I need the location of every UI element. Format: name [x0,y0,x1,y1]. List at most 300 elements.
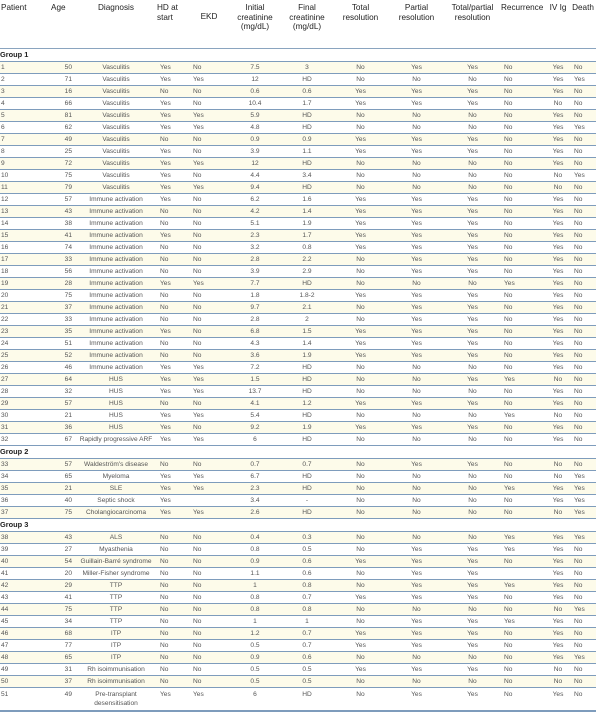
table-row [0,278,596,290]
cell-patient: 34 [0,471,50,483]
cell-diagnosis: Vasculitis [76,182,156,194]
cell-age: 43 [50,206,76,218]
cell-iv-ig: Yes [546,652,570,664]
cell-diagnosis: Immune activation [76,362,156,374]
cell-total-partial-resolution: Yes [445,326,500,338]
cell-initial-creatinine: 4.2 [229,206,281,218]
cell-hd-at-start: No [156,616,189,628]
cell-hd-at-start: No [156,556,189,568]
cell-hd-at-start: Yes [156,62,189,74]
cell-partial-resolution: Yes [388,544,445,556]
cell-total-partial-resolution: No [445,434,500,446]
cell-age: 54 [50,556,76,568]
cell-death: No [570,374,596,386]
cell-total-partial-resolution: No [445,122,500,134]
table-row [0,483,596,495]
cell-age: 66 [50,98,76,110]
cell-partial-resolution: Yes [388,230,445,242]
cell-age: 31 [50,664,76,676]
cell-total-resolution: No [333,544,388,556]
cell-ekd: No [189,628,229,640]
cell-patient: 12 [0,194,50,206]
cell-final-creatinine: 0.8 [281,242,333,254]
cell-initial-creatinine: 0.8 [229,544,281,556]
cell-age: 37 [50,676,76,688]
cell-total-resolution: No [333,495,388,507]
cell-patient: 40 [0,556,50,568]
cell-ekd: No [189,664,229,676]
cell-diagnosis: Vasculitis [76,98,156,110]
cell-hd-at-start: Yes [156,146,189,158]
cell-iv-ig: No [546,507,570,519]
cell-partial-resolution: Yes [388,580,445,592]
cell-iv-ig: Yes [546,556,570,568]
cell-iv-ig: Yes [546,568,570,580]
cell-iv-ig: Yes [546,230,570,242]
cell-iv-ig: Yes [546,544,570,556]
cell-diagnosis: Vasculitis [76,158,156,170]
cell-final-creatinine: 1.1 [281,146,333,158]
cell-death: No [570,110,596,122]
cell-diagnosis: Waldeström's disease [76,459,156,471]
cell-diagnosis: Vasculitis [76,134,156,146]
cell-age: 62 [50,122,76,134]
cell-death: No [570,146,596,158]
header-partial-resolution: Partial resolution [388,0,445,49]
cell-partial-resolution: No [388,74,445,86]
cell-age: 49 [50,688,76,712]
table-row [0,338,596,350]
cell-recurrence: No [500,604,546,616]
cell-total-partial-resolution: Yes [445,459,500,471]
cell-iv-ig: Yes [546,422,570,434]
cell-hd-at-start: Yes [156,507,189,519]
cell-hd-at-start: No [156,628,189,640]
cell-death: No [570,580,596,592]
cell-age: 21 [50,410,76,422]
cell-initial-creatinine: 2.3 [229,483,281,495]
cell-final-creatinine: HD [281,182,333,194]
cell-total-resolution: Yes [333,230,388,242]
cell-diagnosis: Immune activation [76,326,156,338]
table-row [0,604,596,616]
cell-patient: 27 [0,374,50,386]
cell-age: 81 [50,110,76,122]
cell-age: 40 [50,495,76,507]
cell-total-resolution: No [333,507,388,519]
table-row [0,616,596,628]
cell-total-partial-resolution: No [445,278,500,290]
cell-age: 57 [50,459,76,471]
header-total-resolution: Total resolution [333,0,388,49]
cell-recurrence: No [500,628,546,640]
cell-recurrence: Yes [500,616,546,628]
cell-hd-at-start: Yes [156,483,189,495]
table-row [0,688,596,712]
cell-patient: 31 [0,422,50,434]
cell-total-resolution: Yes [333,194,388,206]
cell-diagnosis: ITP [76,652,156,664]
header-ekd: EKD [189,0,229,49]
table-row [0,290,596,302]
cell-diagnosis: TTP [76,616,156,628]
cell-total-partial-resolution: Yes [445,242,500,254]
cell-age: 56 [50,266,76,278]
cell-hd-at-start: Yes [156,362,189,374]
cell-final-creatinine: HD [281,434,333,446]
table-row [0,652,596,664]
cell-initial-creatinine: 3.9 [229,146,281,158]
cell-diagnosis: Vasculitis [76,170,156,182]
table-row [0,158,596,170]
cell-patient: 37 [0,507,50,519]
cell-initial-creatinine: 6.8 [229,326,281,338]
cell-age: 38 [50,218,76,230]
cell-iv-ig: Yes [546,242,570,254]
cell-final-creatinine: 0.5 [281,676,333,688]
cell-iv-ig: Yes [546,146,570,158]
cell-ekd: No [189,314,229,326]
cell-hd-at-start: No [156,86,189,98]
cell-partial-resolution: Yes [388,146,445,158]
table-row [0,459,596,471]
table-row [0,62,596,74]
cell-age: 20 [50,568,76,580]
cell-partial-resolution: Yes [388,314,445,326]
cell-recurrence: No [500,290,546,302]
cell-recurrence: No [500,182,546,194]
cell-patient: 2 [0,74,50,86]
cell-partial-resolution: No [388,122,445,134]
cell-death: No [570,194,596,206]
cell-final-creatinine: 2.9 [281,266,333,278]
cell-final-creatinine: 0.5 [281,664,333,676]
cell-final-creatinine: - [281,495,333,507]
cell-total-partial-resolution: Yes [445,374,500,386]
cell-recurrence: No [500,218,546,230]
cell-patient: 47 [0,640,50,652]
cell-initial-creatinine: 6 [229,434,281,446]
cell-iv-ig: Yes [546,62,570,74]
cell-ekd: No [189,290,229,302]
cell-hd-at-start: No [156,398,189,410]
cell-hd-at-start: Yes [156,170,189,182]
cell-hd-at-start: No [156,604,189,616]
cell-hd-at-start: Yes [156,278,189,290]
cell-hd-at-start: No [156,314,189,326]
cell-hd-at-start: No [156,640,189,652]
cell-iv-ig: Yes [546,580,570,592]
cell-age: 72 [50,158,76,170]
cell-patient: 22 [0,314,50,326]
cell-hd-at-start: Yes [156,434,189,446]
cell-ekd: Yes [189,386,229,398]
table-row [0,74,596,86]
cell-final-creatinine: 0.7 [281,640,333,652]
cell-partial-resolution: No [388,386,445,398]
cell-recurrence: Yes [500,544,546,556]
cell-initial-creatinine: 0.4 [229,532,281,544]
cell-hd-at-start: Yes [156,422,189,434]
cell-partial-resolution: Yes [388,290,445,302]
cell-total-resolution: Yes [333,134,388,146]
cell-total-partial-resolution: Yes [445,350,500,362]
table-row [0,326,596,338]
cell-iv-ig: No [546,459,570,471]
cell-diagnosis: Cholangiocarcinoma [76,507,156,519]
cell-hd-at-start: No [156,350,189,362]
cell-partial-resolution: Yes [388,568,445,580]
cell-ekd: No [189,218,229,230]
header-final-creatinine: Final creatinine (mg/dL) [281,0,333,49]
cell-partial-resolution: No [388,495,445,507]
cell-patient: 45 [0,616,50,628]
table-row [0,134,596,146]
cell-partial-resolution: Yes [388,556,445,568]
cell-recurrence: Yes [500,278,546,290]
cell-total-partial-resolution: Yes [445,628,500,640]
cell-death: No [570,278,596,290]
cell-age: 79 [50,182,76,194]
cell-total-partial-resolution: Yes [445,592,500,604]
cell-total-resolution: Yes [333,146,388,158]
cell-ekd: No [189,652,229,664]
cell-hd-at-start: No [156,134,189,146]
cell-total-resolution: No [333,676,388,688]
cell-initial-creatinine: 0.5 [229,664,281,676]
cell-diagnosis: Guillain-Barré syndrome [76,556,156,568]
cell-patient: 13 [0,206,50,218]
cell-diagnosis: Pre-transplant desensitisation [76,688,156,712]
cell-total-resolution: Yes [333,242,388,254]
group-row [0,446,596,459]
cell-ekd: No [189,350,229,362]
cell-initial-creatinine: 2.8 [229,254,281,266]
cell-hd-at-start: No [156,568,189,580]
cell-patient: 19 [0,278,50,290]
cell-total-resolution: No [333,386,388,398]
cell-total-partial-resolution: No [445,182,500,194]
cell-total-partial-resolution: No [445,471,500,483]
cell-partial-resolution: Yes [388,302,445,314]
table-row [0,266,596,278]
cell-total-partial-resolution: Yes [445,338,500,350]
cell-total-partial-resolution: Yes [445,544,500,556]
cell-hd-at-start: No [156,290,189,302]
cell-age: 36 [50,422,76,434]
cell-total-partial-resolution: Yes [445,98,500,110]
cell-partial-resolution: Yes [388,86,445,98]
cell-total-resolution: No [333,652,388,664]
cell-total-resolution: No [333,110,388,122]
cell-recurrence: No [500,664,546,676]
cell-total-partial-resolution: No [445,386,500,398]
cell-hd-at-start: No [156,266,189,278]
table-row [0,386,596,398]
group-label: Group 3 [0,519,596,532]
cell-hd-at-start: No [156,338,189,350]
cell-diagnosis: Immune activation [76,230,156,242]
cell-age: 35 [50,326,76,338]
cell-partial-resolution: Yes [388,688,445,712]
cell-death: No [570,218,596,230]
cell-initial-creatinine: 3.6 [229,350,281,362]
cell-patient: 33 [0,459,50,471]
cell-recurrence: No [500,422,546,434]
cell-ekd: Yes [189,688,229,712]
cell-hd-at-start: Yes [156,410,189,422]
cell-patient: 30 [0,410,50,422]
table-row [0,146,596,158]
cell-final-creatinine: 2 [281,314,333,326]
cell-total-resolution: Yes [333,290,388,302]
cell-ekd: No [189,170,229,182]
cell-iv-ig: Yes [546,398,570,410]
cell-iv-ig: Yes [546,278,570,290]
cell-partial-resolution: No [388,374,445,386]
cell-ekd: Yes [189,278,229,290]
cell-patient: 1 [0,62,50,74]
table-row [0,495,596,507]
cell-diagnosis: Immune activation [76,314,156,326]
cell-total-resolution: Yes [333,398,388,410]
cell-diagnosis: ITP [76,640,156,652]
cell-partial-resolution: No [388,507,445,519]
cell-total-partial-resolution: Yes [445,314,500,326]
cell-diagnosis: Myasthenia [76,544,156,556]
cell-partial-resolution: Yes [388,664,445,676]
cell-final-creatinine: HD [281,278,333,290]
cell-total-resolution: Yes [333,664,388,676]
cell-final-creatinine: 1.8-2 [281,290,333,302]
cell-patient: 9 [0,158,50,170]
cell-death: No [570,230,596,242]
cell-final-creatinine: 3 [281,62,333,74]
cell-ekd: No [189,544,229,556]
cell-initial-creatinine: 7.2 [229,362,281,374]
cell-patient: 23 [0,326,50,338]
cell-iv-ig: Yes [546,362,570,374]
cell-ekd: No [189,604,229,616]
cell-hd-at-start: Yes [156,688,189,712]
cell-death: No [570,206,596,218]
cell-death: No [570,568,596,580]
cell-death: No [570,62,596,74]
cell-patient: 51 [0,688,50,712]
cell-hd-at-start: Yes [156,122,189,134]
cell-final-creatinine: HD [281,483,333,495]
cell-death: No [570,386,596,398]
cell-death: No [570,628,596,640]
cell-final-creatinine: 1.4 [281,206,333,218]
cell-iv-ig: No [546,374,570,386]
header-diagnosis: Diagnosis [76,0,156,49]
cell-total-resolution: No [333,604,388,616]
cell-diagnosis: Immune activation [76,302,156,314]
table-row [0,302,596,314]
cell-patient: 50 [0,676,50,688]
cell-ekd: No [189,532,229,544]
cell-recurrence: No [500,507,546,519]
cell-hd-at-start: No [156,532,189,544]
cell-death: No [570,182,596,194]
cell-hd-at-start: Yes [156,194,189,206]
cell-death: No [570,254,596,266]
cell-ekd: Yes [189,434,229,446]
cell-initial-creatinine: 13.7 [229,386,281,398]
header-total-partial-resolution: Total/partial resolution [445,0,500,49]
cell-initial-creatinine: 1.8 [229,290,281,302]
cell-age: 71 [50,74,76,86]
cell-death: No [570,362,596,374]
cell-partial-resolution: Yes [388,398,445,410]
cell-hd-at-start: No [156,206,189,218]
cell-total-resolution: No [333,182,388,194]
cell-partial-resolution: Yes [388,266,445,278]
cell-diagnosis: Vasculitis [76,86,156,98]
cell-total-partial-resolution: Yes [445,254,500,266]
cell-diagnosis: TTP [76,592,156,604]
cell-hd-at-start: No [156,580,189,592]
table-row [0,98,596,110]
cell-initial-creatinine: 5.1 [229,218,281,230]
cell-recurrence: Yes [500,483,546,495]
cell-iv-ig: Yes [546,74,570,86]
cell-iv-ig: Yes [546,326,570,338]
cell-death: No [570,326,596,338]
cell-partial-resolution: No [388,652,445,664]
cell-final-creatinine: HD [281,386,333,398]
table-row [0,86,596,98]
cell-death: No [570,434,596,446]
cell-patient: 46 [0,628,50,640]
cell-partial-resolution: No [388,483,445,495]
cell-ekd: No [189,62,229,74]
cell-total-partial-resolution: Yes [445,556,500,568]
cell-ekd: No [189,242,229,254]
cell-total-resolution: No [333,410,388,422]
cell-recurrence [500,568,546,580]
cell-recurrence: No [500,688,546,712]
cell-partial-resolution: No [388,434,445,446]
group-row [0,49,596,62]
cell-hd-at-start: No [156,242,189,254]
cell-diagnosis: Vasculitis [76,122,156,134]
table-row [0,230,596,242]
cell-final-creatinine: 1.4 [281,338,333,350]
cell-diagnosis: HUS [76,398,156,410]
cell-partial-resolution: Yes [388,640,445,652]
table-row [0,580,596,592]
cell-diagnosis: Septic shock [76,495,156,507]
cell-age: 33 [50,254,76,266]
cell-initial-creatinine: 0.7 [229,459,281,471]
cell-patient: 7 [0,134,50,146]
cell-partial-resolution: Yes [388,62,445,74]
cell-ekd: No [189,86,229,98]
cell-iv-ig: Yes [546,266,570,278]
cell-final-creatinine: HD [281,410,333,422]
cell-patient: 38 [0,532,50,544]
cell-total-partial-resolution: No [445,676,500,688]
cell-age: 75 [50,507,76,519]
cell-age: 27 [50,544,76,556]
cell-total-partial-resolution: Yes [445,206,500,218]
cell-ekd: No [189,422,229,434]
cell-death: Yes [570,74,596,86]
cell-age: 75 [50,290,76,302]
cell-diagnosis: Miller-Fisher syndrome [76,568,156,580]
